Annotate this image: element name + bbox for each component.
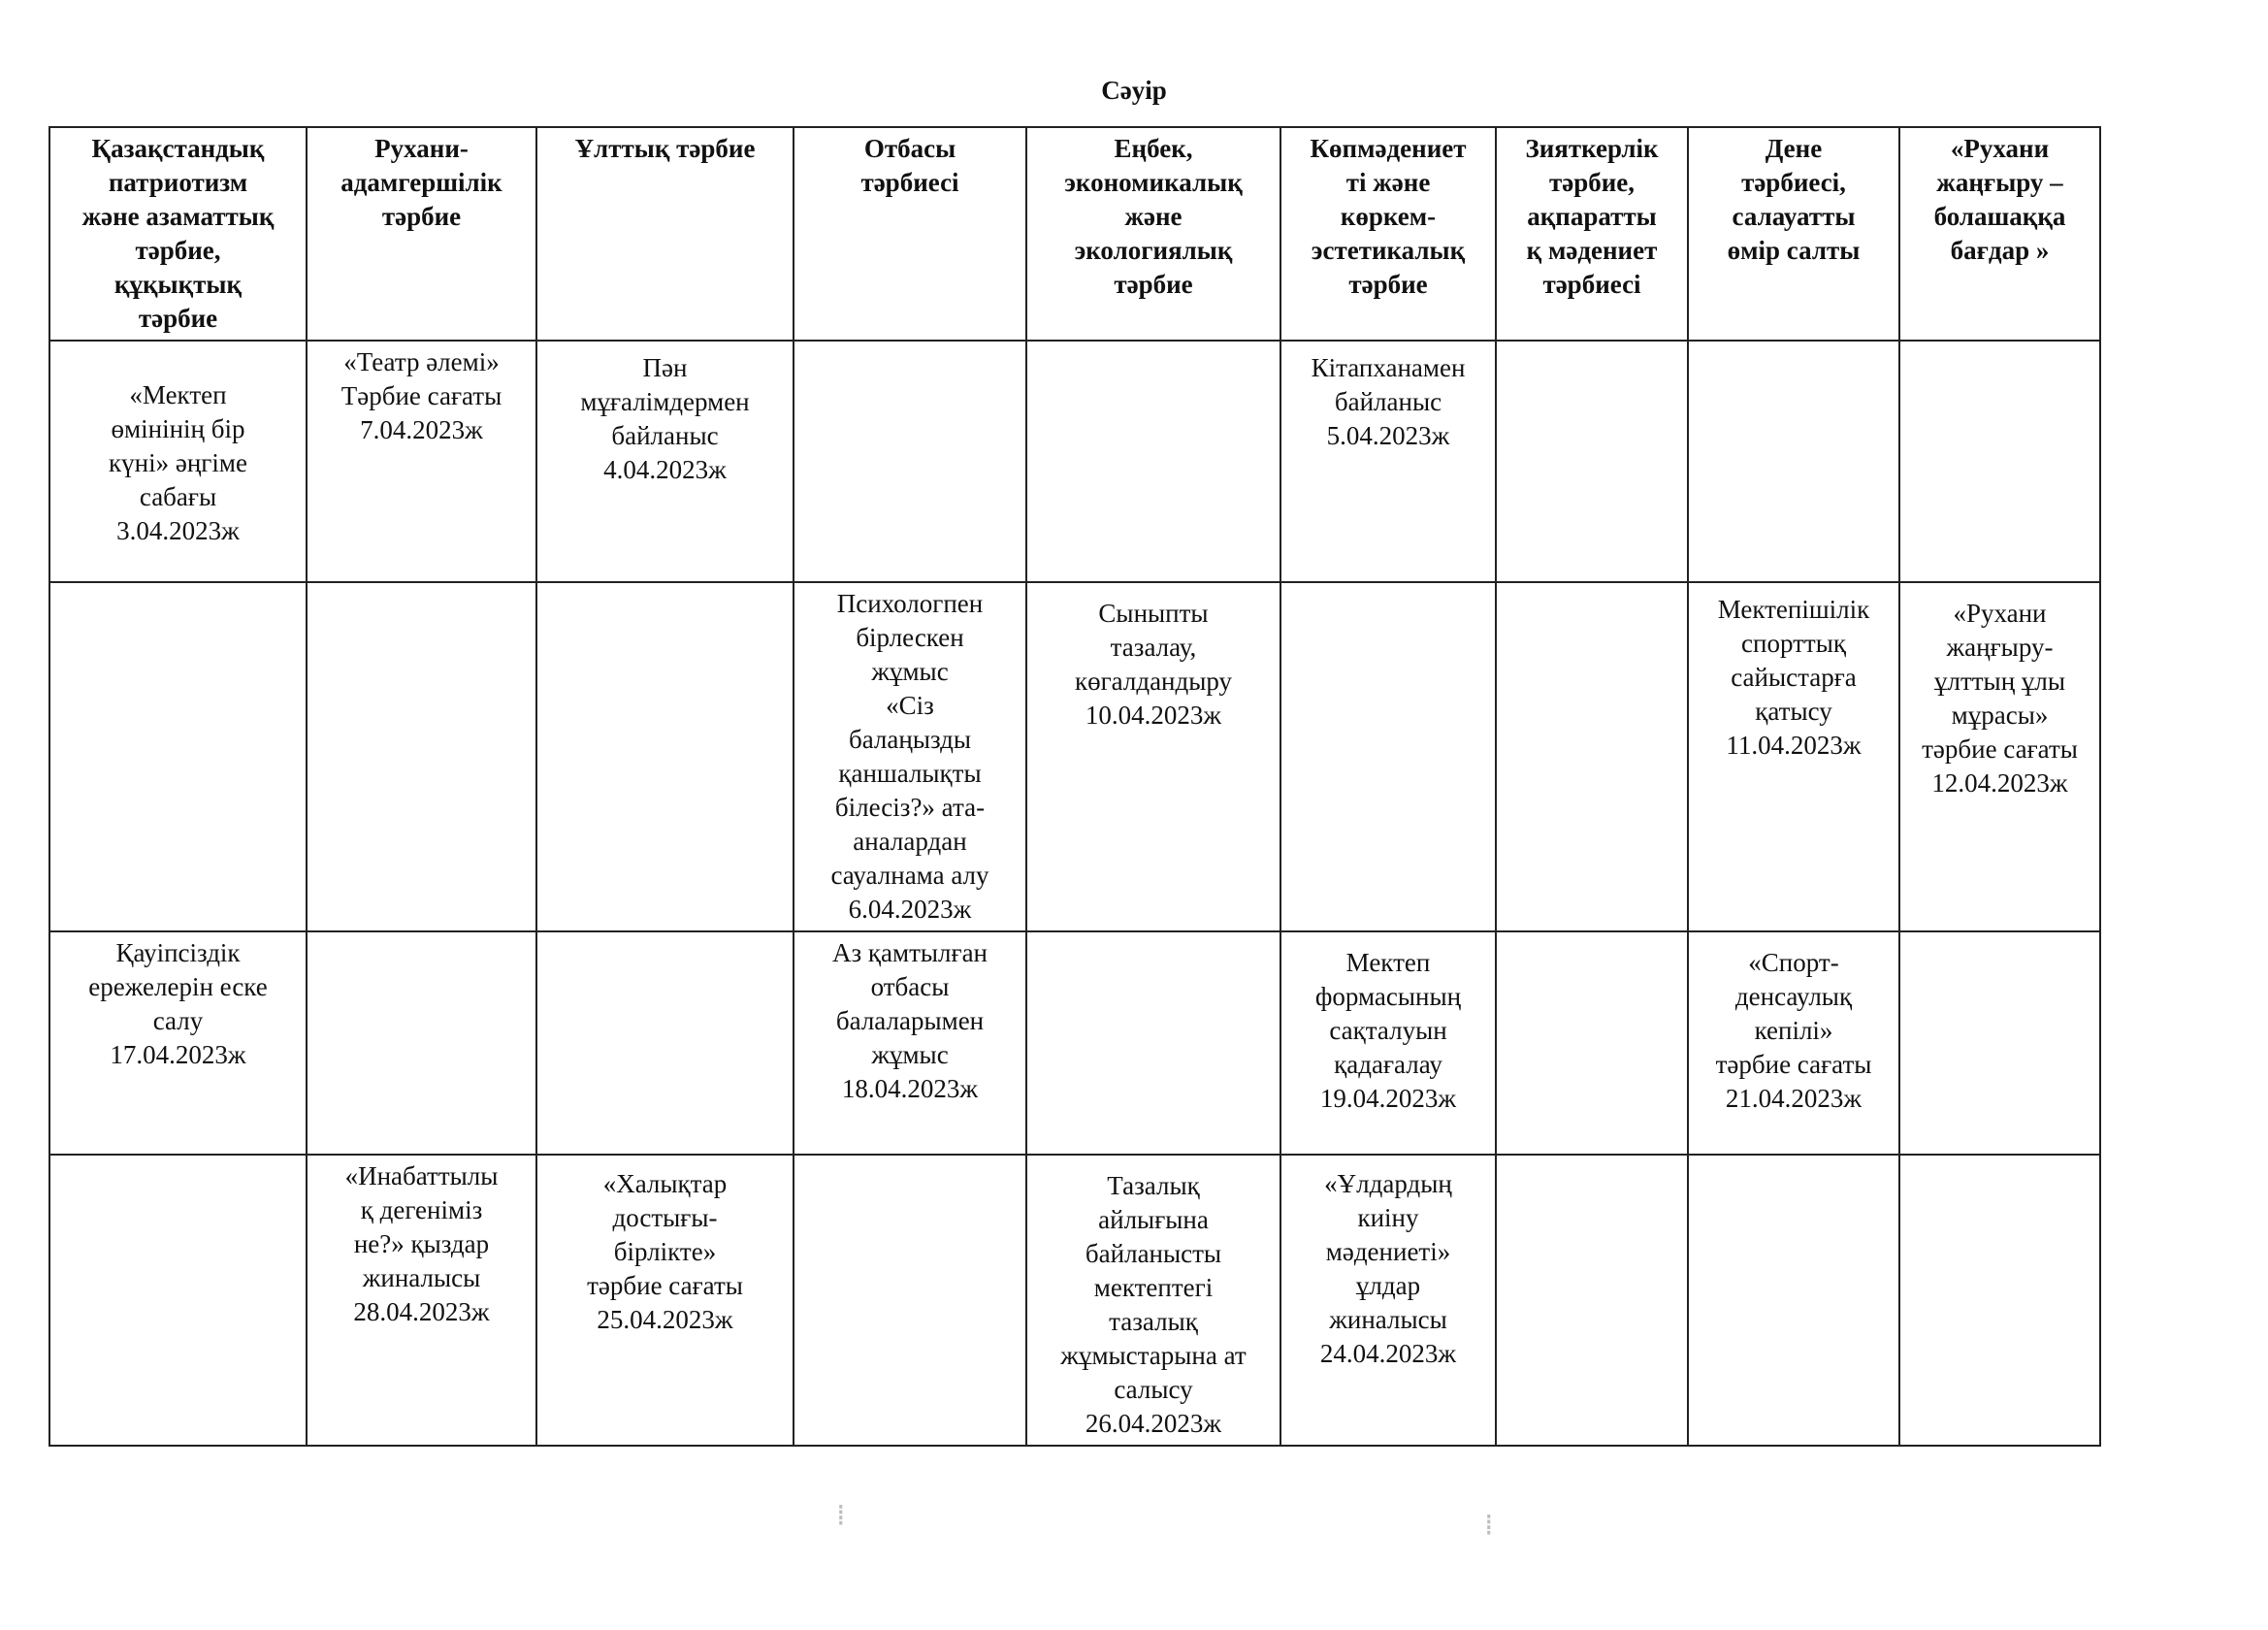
column-header: Ұлттық тәрбие (536, 127, 794, 341)
table-cell: Тазалық айлығына байланысты мектептегі тазалық жұмыстарына ат салысу 26.04.2023ж (1026, 1155, 1280, 1446)
education-plan-table (49, 126, 2101, 1447)
table-cell (1026, 341, 1280, 582)
table-cell (1688, 1155, 1899, 1446)
table-cell (307, 582, 536, 931)
table-cell (794, 1155, 1026, 1446)
scan-mark: ⁞ (836, 1499, 846, 1533)
table-cell (794, 341, 1026, 582)
table-cell: Қауіпсіздік ережелерін еске салу 17.04.2023ж (49, 931, 307, 1155)
header-row (49, 127, 2100, 341)
table-row (49, 341, 2100, 582)
table-cell (536, 582, 794, 931)
table-row (49, 582, 2100, 931)
table-cell: «Ұлдардың киіну мәдениеті» ұлдар жиналысы 24.04.2023ж (1280, 1155, 1496, 1446)
column-header: Қазақстандық патриотизм және азаматтық тәрбие, құқықтық тәрбие (49, 127, 307, 341)
table-cell: Кітапханамен байланыс 5.04.2023ж (1280, 341, 1496, 582)
table-row (49, 931, 2100, 1155)
table-cell: «Инабаттылы қ дегеніміз не?» қыздар жиналысы 28.04.2023ж (307, 1155, 536, 1446)
table-cell (1899, 1155, 2100, 1446)
table-cell (49, 1155, 307, 1446)
column-header: Еңбек, экономикалық және экологиялық тәрбие (1026, 127, 1280, 341)
table-cell: Аз қамтылған отбасы балаларымен жұмыс 18.04.2023ж (794, 931, 1026, 1155)
column-header: Рухани- адамгершілік тәрбие (307, 127, 536, 341)
table-cell: Мектеп формасының сақталуын қадағалау 19.04.2023ж (1280, 931, 1496, 1155)
table-cell: «Халықтар достығы- бірлікте» тәрбие сағаты 25.04.2023ж (536, 1155, 794, 1446)
table-cell (1688, 341, 1899, 582)
table-cell: «Театр әлемі» Тәрбие сағаты 7.04.2023ж (307, 341, 536, 582)
column-header: «Рухани жаңғыру – болашаққа бағдар » (1899, 127, 2100, 341)
table-cell: «Спорт- денсаулық кепілі» тәрбие сағаты 21.04.2023ж (1688, 931, 1899, 1155)
column-header: Дене тәрбиесі, салауатты өмір салты (1688, 127, 1899, 341)
table-cell: Сыныпты тазалау, көгалдандыру 10.04.2023ж (1026, 582, 1280, 931)
column-header: Көпмәдениет ті және көркем- эстетикалық тәрбие (1280, 127, 1496, 341)
page-title: Сәуір (1101, 76, 1167, 105)
table-cell (536, 931, 794, 1155)
table-cell (1280, 582, 1496, 931)
table-cell (49, 582, 307, 931)
table-cell (1899, 931, 2100, 1155)
table-cell: Психологпен бірлескен жұмыс «Сіз балаңызды қаншалықты білесіз?» ата- аналардан сауалнама алу 6.04.2023ж (794, 582, 1026, 931)
table-cell (1496, 931, 1688, 1155)
table-cell: «Рухани жаңғыру- ұлттың ұлы мұрасы» тәрбие сағаты 12.04.2023ж (1899, 582, 2100, 931)
column-header: Зияткерлік тәрбие, ақпаратты қ мәдениет тәрбиесі (1496, 127, 1688, 341)
scan-mark: ⁞ (1484, 1509, 1494, 1543)
table-cell: Пән мұғалімдермен байланыс 4.04.2023ж (536, 341, 794, 582)
table-cell (1026, 931, 1280, 1155)
table-cell (1496, 582, 1688, 931)
table-cell (307, 931, 536, 1155)
table-cell: Мектепішілік спорттық сайыстарға қатысу 11.04.2023ж (1688, 582, 1899, 931)
table-row (49, 1155, 2100, 1446)
table-cell (1899, 341, 2100, 582)
table-cell: «Мектеп өмінінің бір күні» әңгіме сабағы 3.04.2023ж (49, 341, 307, 582)
table-cell (1496, 1155, 1688, 1446)
table-cell (1496, 341, 1688, 582)
column-header: Отбасы тәрбиесі (794, 127, 1026, 341)
